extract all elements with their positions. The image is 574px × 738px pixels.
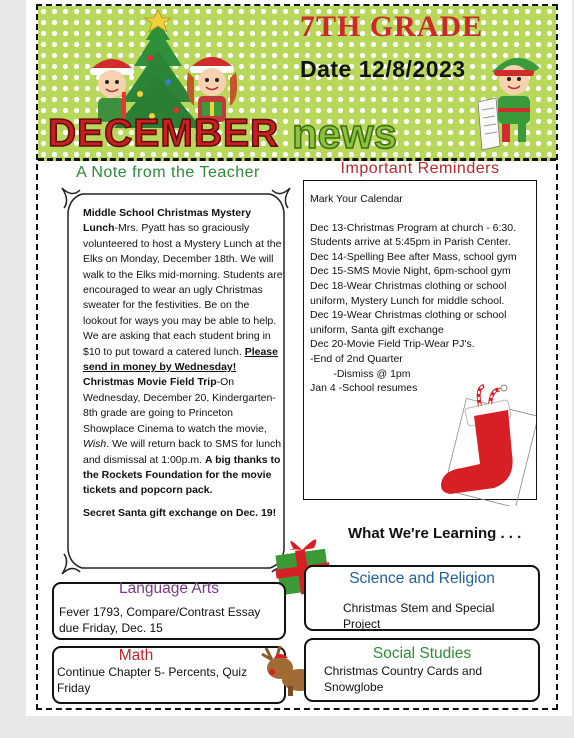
calendar-intro: Mark Your Calendar	[310, 193, 403, 205]
social-studies-title: Social Studies	[372, 645, 472, 662]
movie-title: Wish	[83, 438, 107, 451]
language-arts-body: Fever 1793, Compare/Contrast Essay due Friday, Dec. 15	[59, 605, 261, 635]
reminder-item: Dec 19-Wear Christmas clothing or school uniform, Santa gift exchange	[310, 309, 507, 336]
reminder-item: Dec 15-SMS Movie Night, 6pm-school gym	[310, 265, 511, 278]
grade-heading: 7TH GRADE	[300, 10, 484, 43]
social-studies-body: Christmas Country Cards and Snowglobe	[324, 664, 483, 694]
mystery-lunch-title: Middle School Christmas Mystery Lunch	[83, 207, 252, 235]
reminder-item: Dec 20-Movie Field Trip-Wear PJ's.	[310, 338, 475, 351]
christmas-stocking-icon	[436, 384, 536, 506]
reminder-item: Dec 18-Wear Christmas clothing or school uniform, Mystery Lunch for middle school.	[310, 279, 507, 307]
math-title: Math	[118, 647, 154, 664]
reminders-list	[310, 192, 534, 396]
newsletter-date: Date 12/8/2023	[300, 56, 466, 82]
reminder-item: -Dismiss @ 1pm	[310, 367, 411, 380]
math-body: Continue Chapter 5- Percents, Quiz Friday	[57, 665, 248, 695]
language-arts-title: Language Arts	[119, 580, 219, 597]
mystery-lunch-text: -Mrs. Pyatt has so graciously volunteered to host a Mystery Lunch at the Elks on Monday, December 18th. We will walk to the Elks mid-morning. Students are encouraged to wear an ugly Christmas sweater for the festivities. Be on the lookout for ways you may be able to help. We are asking that each student bring in $10 to put toward a catered lunch.	[83, 222, 283, 358]
rockets-foundation-thanks: A big thanks to the Rockets Foundation for the movie tickets and popcorn pack.	[83, 453, 281, 497]
field-trip-paragraph	[83, 375, 283, 498]
teacher-note-body	[83, 206, 283, 521]
reminder-item: Jan 4 -School resumes	[310, 382, 418, 395]
reminder-item: -End of 2nd Quarter	[310, 352, 403, 365]
reminder-item: Dec 13-Christmas Program at church - 6:30. Students arrive at 5:45pm in Parish Center.	[310, 221, 516, 249]
field-trip-return-text: . We will return back to SMS for lunch and dismissal at 1:00p.m.	[83, 438, 282, 466]
learning-heading: What We're Learning . . .	[348, 525, 522, 542]
field-trip-text: -On Wednesday, December 20, Kindergarten-8th grade are going to Princeton Showplace Cinema to watch the movie,	[83, 376, 276, 435]
money-deadline-note: Please send in money by Wednesday!	[83, 345, 278, 374]
science-religion-body: Christmas Stem and Special Project	[343, 601, 495, 631]
elf-with-list-icon	[478, 50, 552, 152]
field-trip-title: Christmas Movie Field Trip	[83, 376, 217, 389]
title-news: news	[292, 110, 398, 157]
science-religion-title: Science and Religion	[349, 570, 495, 587]
reminders-heading: Important Reminders	[340, 160, 500, 177]
title-december: DECEMBER	[48, 112, 280, 155]
secret-santa-note: Secret Santa gift exchange on Dec. 19!	[83, 506, 277, 519]
teacher-note-heading: A Note from the Teacher	[76, 164, 260, 181]
reminder-item: Dec 14-Spelling Bee after Mass, school gym	[310, 250, 517, 263]
mystery-lunch-paragraph	[83, 206, 283, 375]
